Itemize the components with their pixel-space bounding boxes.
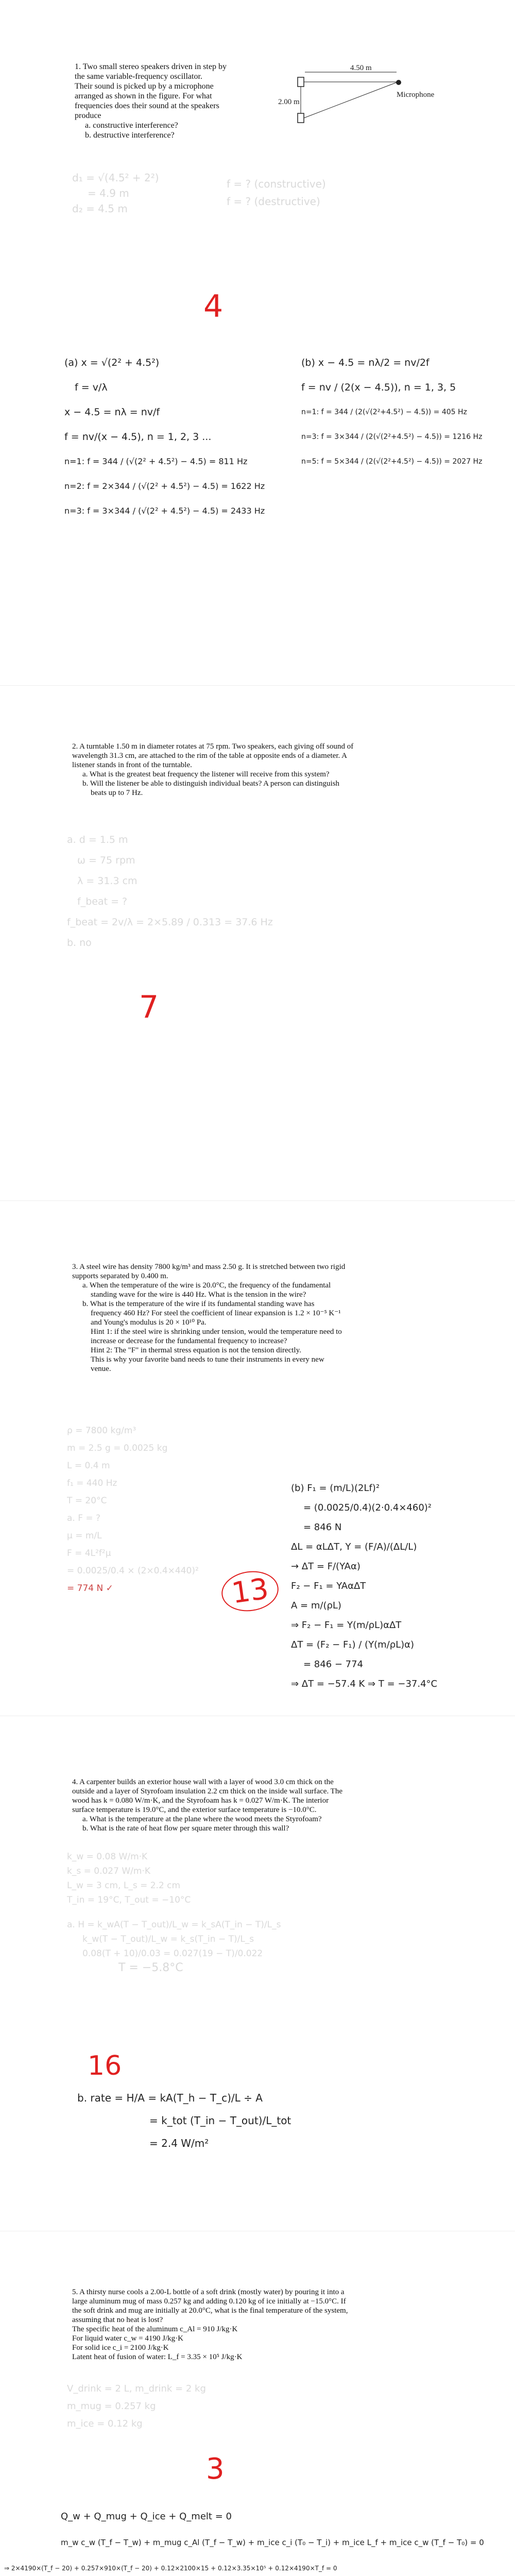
text-line: 3. A steel wire has density 7800 kg/m³ and mass 2.50 g. It is stretched between two rigid bbox=[72, 1263, 346, 1271]
figure-side-label: 2.00 m bbox=[278, 98, 300, 106]
figure-top-label: 4.50 m bbox=[350, 64, 372, 72]
page-separator bbox=[0, 1200, 515, 1201]
text-line: Hint 1: if the steel wire is shrinking under tension, would the temperature need to bbox=[91, 1328, 342, 1336]
problem-3-text bbox=[72, 1262, 484, 1374]
text-line: 2. A turntable 1.50 m in diameter rotates at 75 rpm. Two speakers, each giving off sound of bbox=[72, 742, 354, 751]
grade-mark: 3 bbox=[206, 2452, 225, 2486]
text-line: For solid ice c_i = 2100 J/kg·K bbox=[72, 2344, 169, 2352]
text-line: The specific heat of the aluminum c_Al = 910 J/kg·K bbox=[72, 2325, 238, 2333]
text-line: standing wave for the wire is 440 Hz. What is the tension in the wire? bbox=[91, 1291, 306, 1299]
grade-mark: 4 bbox=[203, 289, 224, 325]
text-line: supports separated by 0.400 m. bbox=[72, 1272, 168, 1280]
text-line: Hint 2: The "F" in thermal stress equation is not the tension directly. bbox=[91, 1346, 301, 1354]
text-line: b. What is the temperature of the wire if its fundamental standing wave has bbox=[82, 1300, 315, 1308]
handwriting-givens-right: f = ? (constructive) f = ? (destructive) bbox=[227, 178, 326, 208]
grade-mark: 16 bbox=[88, 2050, 122, 2081]
text-line: b. What is the rate of heat flow per square meter through this wall? bbox=[82, 1824, 289, 1833]
text-line: arranged as shown in the figure. For what bbox=[75, 92, 212, 100]
text-line: a. constructive interference? bbox=[85, 121, 178, 130]
text-line: wood has k = 0.080 W/m·K, and the Styrofoam has k = 0.027 W/m·K. The interior bbox=[72, 1797, 329, 1805]
handwriting-part-b: (b) x − 4.5 = nλ/2 = nv/2f f = nv / (2(x − 4.5)), n = 1, 3, 5 n=1: f = 344 / (2(√(2²+4.5²) − 4.5)) = 405 Hz n=3: f = 3×344 / (2(√(2²+4.5²) − 4.5)) = 1216 Hz n=5: f = 5×344 / (2(√(2²+4.5²) − 4.5)) = 2027 Hz bbox=[301, 357, 483, 466]
grade-mark: 13 bbox=[219, 1568, 281, 1615]
text-line: listener stands in front of the turntable. bbox=[72, 761, 192, 769]
handwriting-p5-givens: V_drink = 2 L, m_drink = 2 kg m_mug = 0.257 kg m_ice = 0.12 kg bbox=[67, 2383, 206, 2429]
grade-mark: 7 bbox=[139, 989, 159, 1025]
figure-mic-label: Microphone bbox=[397, 91, 435, 99]
text-line: frequency 460 Hz? For steel the coefficient of linear expansion is 1.2 × 10⁻⁵ K⁻¹ bbox=[91, 1309, 341, 1317]
text-line: beats up to 7 Hz. bbox=[91, 789, 143, 797]
text-line: assuming that no heat is lost? bbox=[72, 2316, 163, 2324]
text-line: the same variable-frequency oscillator. bbox=[75, 72, 202, 81]
text-line: For liquid water c_w = 4190 J/kg·K bbox=[72, 2334, 183, 2343]
text-line: frequencies does their sound at the speakers bbox=[75, 101, 219, 110]
text-line: venue. bbox=[91, 1365, 111, 1373]
text-line: large aluminum mug of mass 0.257 kg and adding 0.120 kg of ice initially at −15.0°C. If bbox=[72, 2297, 346, 2306]
page-separator bbox=[0, 685, 515, 686]
text-line: Latent heat of fusion of water: L_f = 3.35 × 10⁵ J/kg·K bbox=[72, 2353, 243, 2361]
text-line: and Young's modulus is 20 × 10¹⁰ Pa. bbox=[91, 1318, 207, 1327]
text-line: a. What is the temperature at the plane where the wood meets the Styrofoam? bbox=[82, 1815, 322, 1823]
text-line: a. When the temperature of the wire is 20.0°C, the frequency of the fundamental bbox=[82, 1281, 331, 1290]
text-line: produce bbox=[75, 111, 101, 120]
text-line: outside and a layer of Styrofoam insulation 2.2 cm thick on the inside wall surface. The bbox=[72, 1787, 343, 1795]
text-line: Their sound is picked up by a microphone bbox=[75, 82, 214, 91]
text-line: b. destructive interference? bbox=[85, 131, 175, 140]
problem-1-text bbox=[75, 62, 296, 140]
handwriting-p4-givens: k_w = 0.08 W/m·K k_s = 0.027 W/m·K L_w = 3 cm, L_s = 2.2 cm T_in = 19°C, T_out = −10°C a. H = k_wA(T − T_out)/L_w = k_sA(T_in − T)/L_s k_w(T − T_out)/L_w = k_s(T_in − T)/L_s 0.08(T + 10)/0.03 = 0.027(19 − T)/0.022 T = −5.8°C bbox=[67, 1852, 281, 1974]
handwriting-p4-b: b. rate = H/A = kA(T_h − T_c)/L ÷ A = k_tot (T_in − T_out)/L_tot = 2.4 W/m² bbox=[77, 2092, 291, 2149]
handwriting-p2: a. d = 1.5 m ω = 75 rpm λ = 31.3 cm f_beat = ? f_beat = 2v/λ = 2×5.89 / 0.313 = 37.6 Hz b. no bbox=[67, 834, 273, 948]
text-line: the soft drink and mug are initially at 20.0°C, what is the final temperature of the system, bbox=[72, 2307, 348, 2315]
handwriting-givens: d₁ = √(4.5² + 2²) = 4.9 m d₂ = 4.5 m bbox=[72, 172, 159, 215]
problem-2-text bbox=[72, 742, 479, 798]
text-line: 1. Two small stereo speakers driven in step by bbox=[75, 62, 227, 71]
text-line: wavelength 31.3 cm, are attached to the rim of the table at opposite ends of a diameter. A bbox=[72, 752, 347, 760]
text-line: 5. A thirsty nurse cools a 2.00-L bottle of a soft drink (mostly water) by pouring it into a bbox=[72, 2288, 345, 2296]
text-line: This is why your favorite band needs to tune their instruments in every new bbox=[91, 1355, 324, 1364]
text-line: b. Will the listener be able to distinguish individual beats? A person can distinguish bbox=[82, 779, 340, 788]
text-line: surface temperature is 19.0°C, and the exterior surface temperature is −10.0°C. bbox=[72, 1806, 317, 1814]
problem-4-text bbox=[72, 1777, 484, 1833]
handwriting-p5-work: Q_w + Q_mug + Q_ice + Q_melt = 0 m_w c_w (T_f − T_w) + m_mug c_Al (T_f − T_w) + m_ice c_i (T₀ − T_i) + m_ice L_f + m_ice c_w (T_f − T₀) = 0 ⇒ 2×4190×(T_f − 20) + 0.257×910×(T_f − 20) + 0.12×2100×15 + 0.12×3.35×10⁵ + 0.12×4190×T_f = 0 bbox=[4, 2511, 484, 2572]
handwriting-part-a: (a) x = √(2² + 4.5²) f = v/λ x − 4.5 = nλ = nv/f f = nv/(x − 4.5), n = 1, 2, 3 ... n=1: f = 344 / (√(2² + 4.5²) − 4.5) = 811 Hz n=2: f = 2×344 / (√(2² + 4.5²) − 4.5) = 1622 Hz n=3: f = 3×344 / (√(2² + 4.5²) − 4.5) = 2433 Hz bbox=[64, 357, 265, 516]
handwriting-p3-right: (b) F₁ = (m/L)(2Lf)² = (0.0025/0.4)(2·0.4×460)² = 846 N ΔL = αLΔT, Y = (F/A)/(ΔL/L) → ΔT = F/(YAα) F₂ − F₁ = YAαΔT A = m/(ρL) ⇒ F₂ − F₁ = Y(m/ρL)αΔT ΔT = (F₂ − F₁) / (Y(m/ρL)α) = 846 − 774 ⇒ ΔT = −57.4 K ⇒ T = −37.4°C bbox=[291, 1483, 438, 1689]
problem-5-text bbox=[72, 2287, 489, 2362]
text-line: 4. A carpenter builds an exterior house wall with a layer of wood 3.0 cm thick on the bbox=[72, 1778, 334, 1786]
text-line: a. What is the greatest beat frequency the listener will receive from this system? bbox=[82, 770, 330, 778]
text-line: increase or decrease for the fundamental frequency to increase? bbox=[91, 1337, 287, 1345]
handwriting-p3-left: ρ = 7800 kg/m³ m = 2.5 g = 0.0025 kg L = 0.4 m f₁ = 440 Hz T = 20°C a. F = ? μ = m/L F = 4L²f²μ = 0.0025/0.4 × (2×0.4×440)² = 774 N ✓ bbox=[67, 1426, 199, 1594]
